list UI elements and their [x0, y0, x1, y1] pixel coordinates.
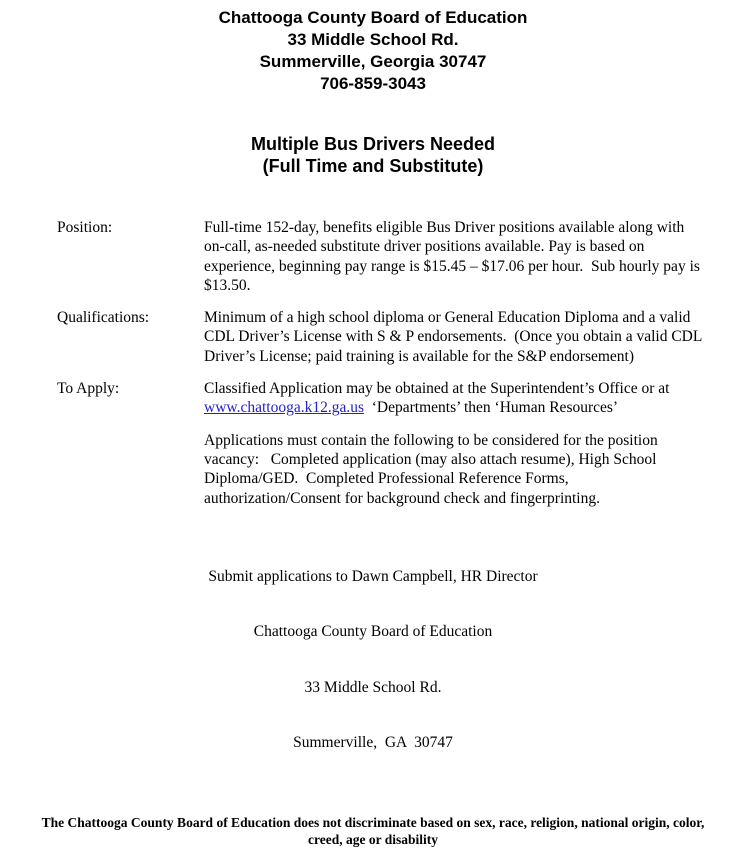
section-qualifications [57, 308, 746, 366]
submit-instructions [0, 531, 746, 790]
posting-title-line-1: Multiple Bus Drivers Needed [250, 134, 496, 154]
to-apply-text-container [204, 379, 704, 508]
submit-line-city-state-zip: Summerville, GA 30747 [293, 734, 453, 752]
to-apply-p1-before-link: Classified Application may be obtained at the Superintendent’s Office or at [204, 380, 674, 398]
non-discrimination-notice: The Chattooga County Board of Education does not discriminate based on sex, race, religion, national origin, color, creed, age or disability [41, 814, 705, 847]
position-text: Full-time 152-day, benefits eligible Bus Driver positions available along with on-call, as-needed substitute driver positions available. Pay is based on experience, beginning pay range is $15.45 – $17.06 per hour. Sub hourly pay is $13.50. [204, 219, 704, 294]
org-name: Chattooga County Board of Education [218, 8, 528, 27]
submit-line-contact: Submit applications to Dawn Campbell, HR Director [208, 567, 538, 585]
detail-sections [0, 218, 746, 508]
org-phone: 706-859-3043 [320, 74, 426, 93]
qualifications-label: Qualifications: [57, 309, 150, 327]
section-position [57, 218, 746, 295]
to-apply-paragraph-2: Applications must contain the following to be considered for the position vacancy: Completed application (may also attach resume), High School Diploma/GED. Completed Professional Reference Forms, authorization/Consent for background check and fingerprinting. [204, 431, 662, 507]
to-apply-p1-after-link: ‘Departments’ then ‘Human Resources’ [364, 399, 619, 417]
position-text-container [204, 218, 704, 295]
position-label: Position: [57, 219, 113, 236]
submit-line-org: Chattooga County Board of Education [253, 623, 493, 641]
website-link[interactable]: www.chattooga.k12.ga.us [204, 399, 364, 417]
org-street: 33 Middle School Rd. [287, 30, 459, 49]
qualifications-text: Minimum of a high school diploma or General Education Diploma and a valid CDL Driver’s License with S & P endorsements. (Once you obtain a valid CDL Driver’s License; paid training is available for the S&P endorsement) [204, 309, 706, 365]
posting-title-line-2: (Full Time and Substitute) [262, 156, 484, 176]
to-apply-paragraph-1 [204, 379, 704, 418]
letterhead [0, 7, 746, 95]
qualifications-text-container [204, 308, 704, 366]
submit-line-street: 33 Middle School Rd. [304, 678, 442, 696]
posting-title [0, 133, 746, 177]
to-apply-label: To Apply: [57, 380, 120, 398]
section-to-apply [57, 379, 746, 508]
org-city-state-zip: Summerville, Georgia 30747 [259, 52, 487, 71]
